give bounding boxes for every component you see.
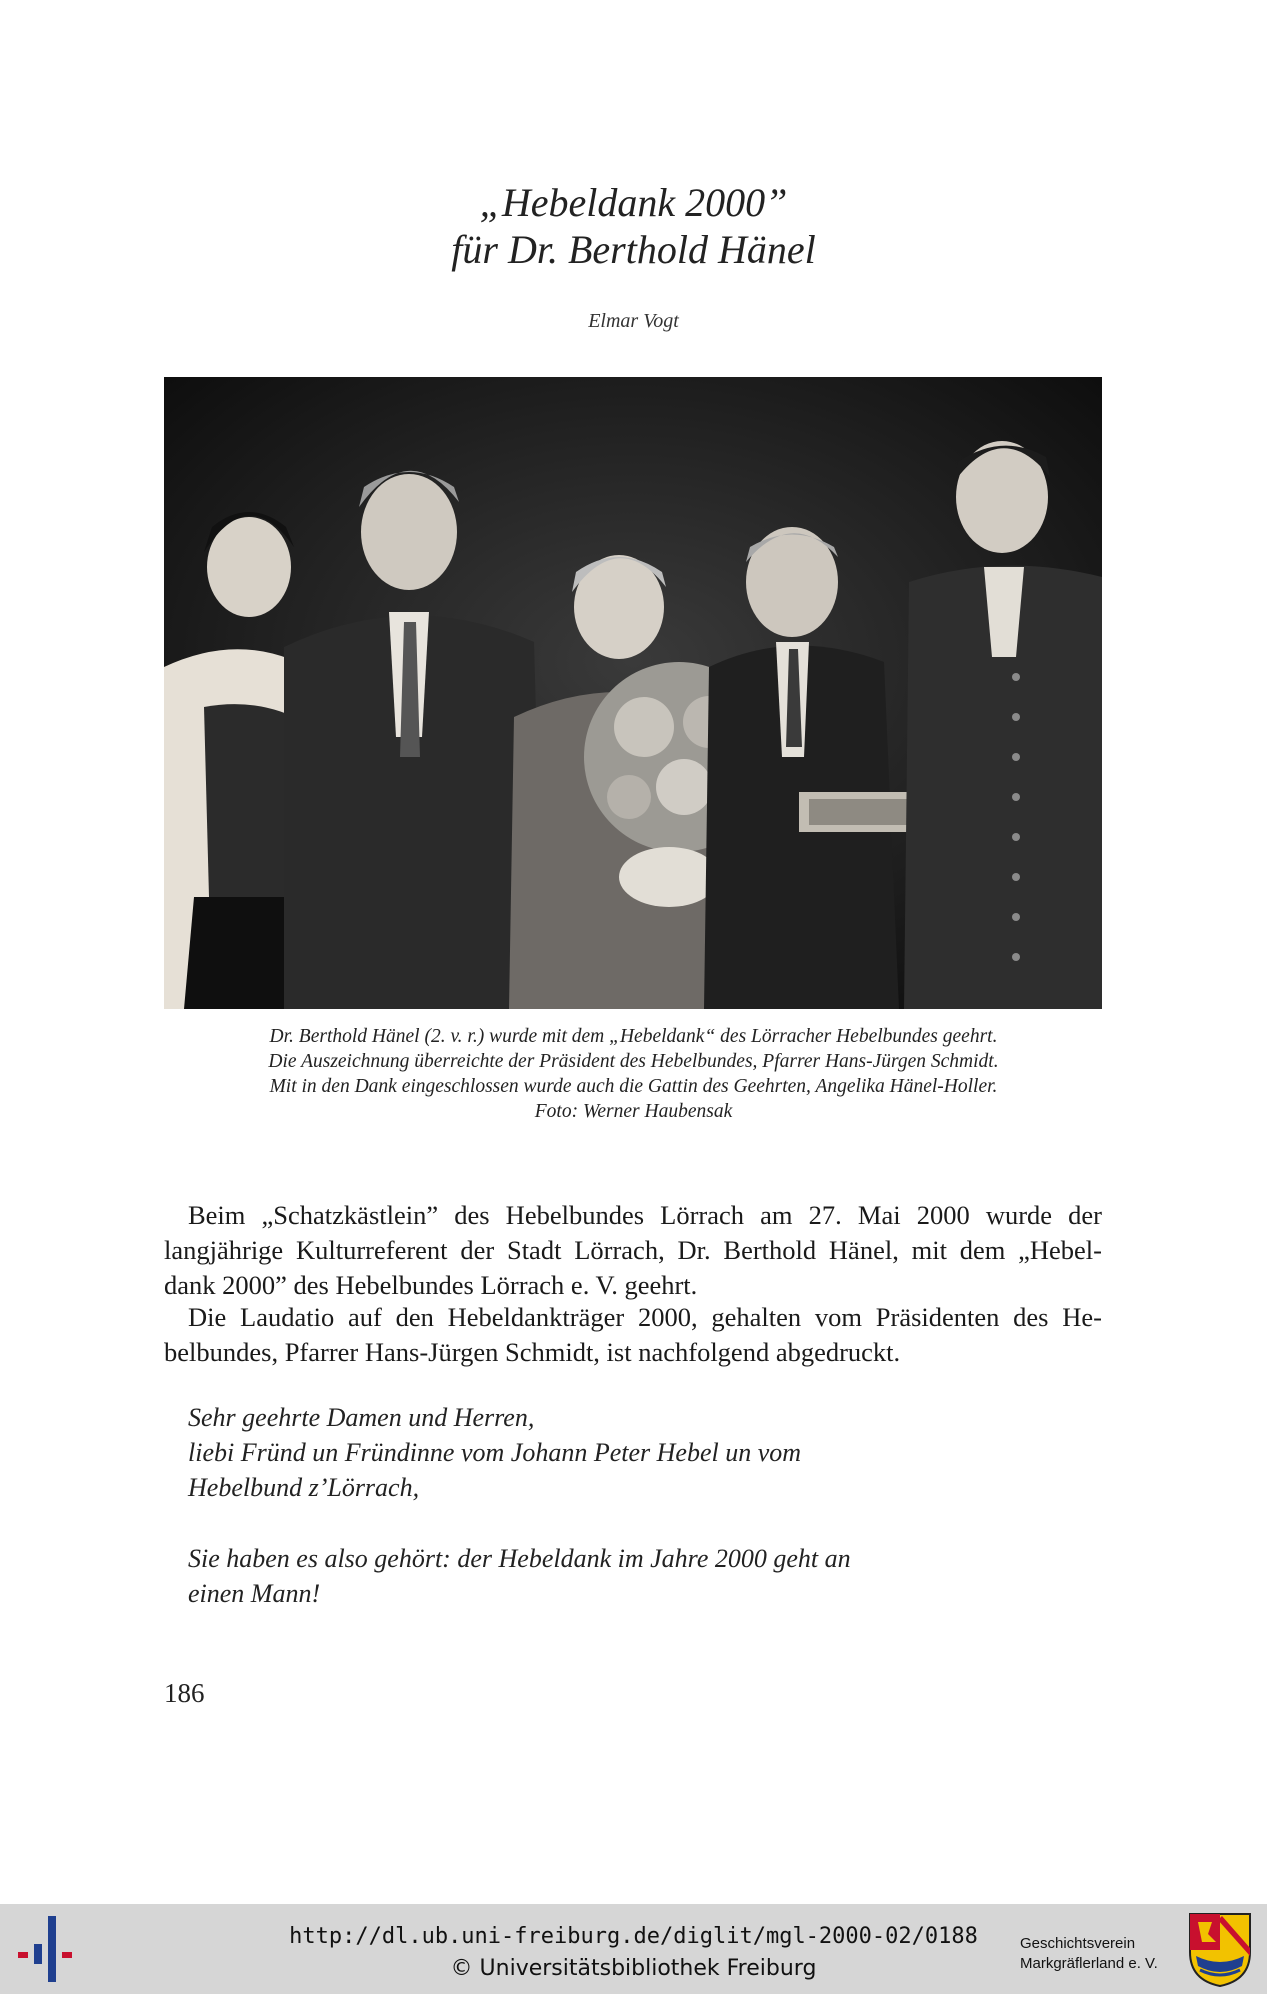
verse-line: liebi Fründ un Fründinne vom Johann Peter Hebel un vom: [188, 1438, 802, 1467]
paragraph-line: Beim „Schatzkästlein” des Hebelbundes Lörrach am 27. Mai 2000 wurde der: [188, 1200, 1102, 1230]
page-number: 186: [164, 1678, 205, 1708]
verse-line: Sehr geehrte Damen und Herren,: [188, 1403, 535, 1432]
paragraph-2: [164, 1300, 1102, 1370]
coat-of-arms-icon: [1188, 1912, 1252, 1988]
article-title-line-1: „Hebeldank 2000”: [479, 180, 788, 225]
photo-caption: [150, 1024, 1117, 1124]
library-footer: [0, 1904, 1267, 1994]
paragraph-line: Die Laudatio auf den Hebeldankträger 2000, gehalten vom Präsidenten des He-: [188, 1302, 1102, 1332]
society-name-line: Geschichtsverein: [1020, 1935, 1136, 1952]
verse-line: einen Mann!: [188, 1579, 321, 1608]
verse-line: Hebelbund z’Lörrach,: [188, 1473, 420, 1502]
paragraph-1: [164, 1198, 1102, 1303]
greeting-verse: [188, 1400, 801, 1505]
society-name: [1020, 1934, 1158, 1974]
copyright-notice: © Universitätsbibliothek Freiburg: [450, 1956, 817, 1981]
photo-credit: Foto: Werner Haubensak: [534, 1101, 733, 1122]
verse-line: Sie haben es also gehört: der Hebeldank im Jahre 2000 geht an: [188, 1544, 851, 1573]
paragraph-line: langjährige Kulturreferent der Stadt Lörrach, Dr. Berthold Hänel, mit dem „Hebel-: [164, 1235, 1102, 1265]
group-photo: [164, 377, 1102, 1009]
caption-line: Die Auszeichnung überreichte der Präsident des Hebelbundes, Pfarrer Hans-Jürgen Schmidt.: [268, 1051, 999, 1072]
article-title-line-2: für Dr. Berthold Hänel: [451, 227, 816, 272]
paragraph-line: belbundes, Pfarrer Hans-Jürgen Schmidt, ist nachfolgend abgedruckt.: [164, 1337, 901, 1367]
caption-line: Dr. Berthold Hänel (2. v. r.) wurde mit dem „Hebeldank“ des Lörracher Hebelbundes geehrt.: [269, 1026, 998, 1047]
document-url-link[interactable]: http://dl.ub.uni-freiburg.de/diglit/mgl-2000-02/0188: [289, 1924, 978, 1949]
caption-line: Mit in den Dank eingeschlossen wurde auch die Gattin des Geehrten, Angelika Hänel-Holler.: [269, 1076, 998, 1097]
society-name-line: Markgräflerland e. V.: [1020, 1955, 1158, 1972]
author-name: Elmar Vogt: [588, 310, 679, 332]
speech-opening: [188, 1541, 851, 1611]
paragraph-line: dank 2000” des Hebelbundes Lörrach e. V. geehrt.: [164, 1270, 698, 1300]
